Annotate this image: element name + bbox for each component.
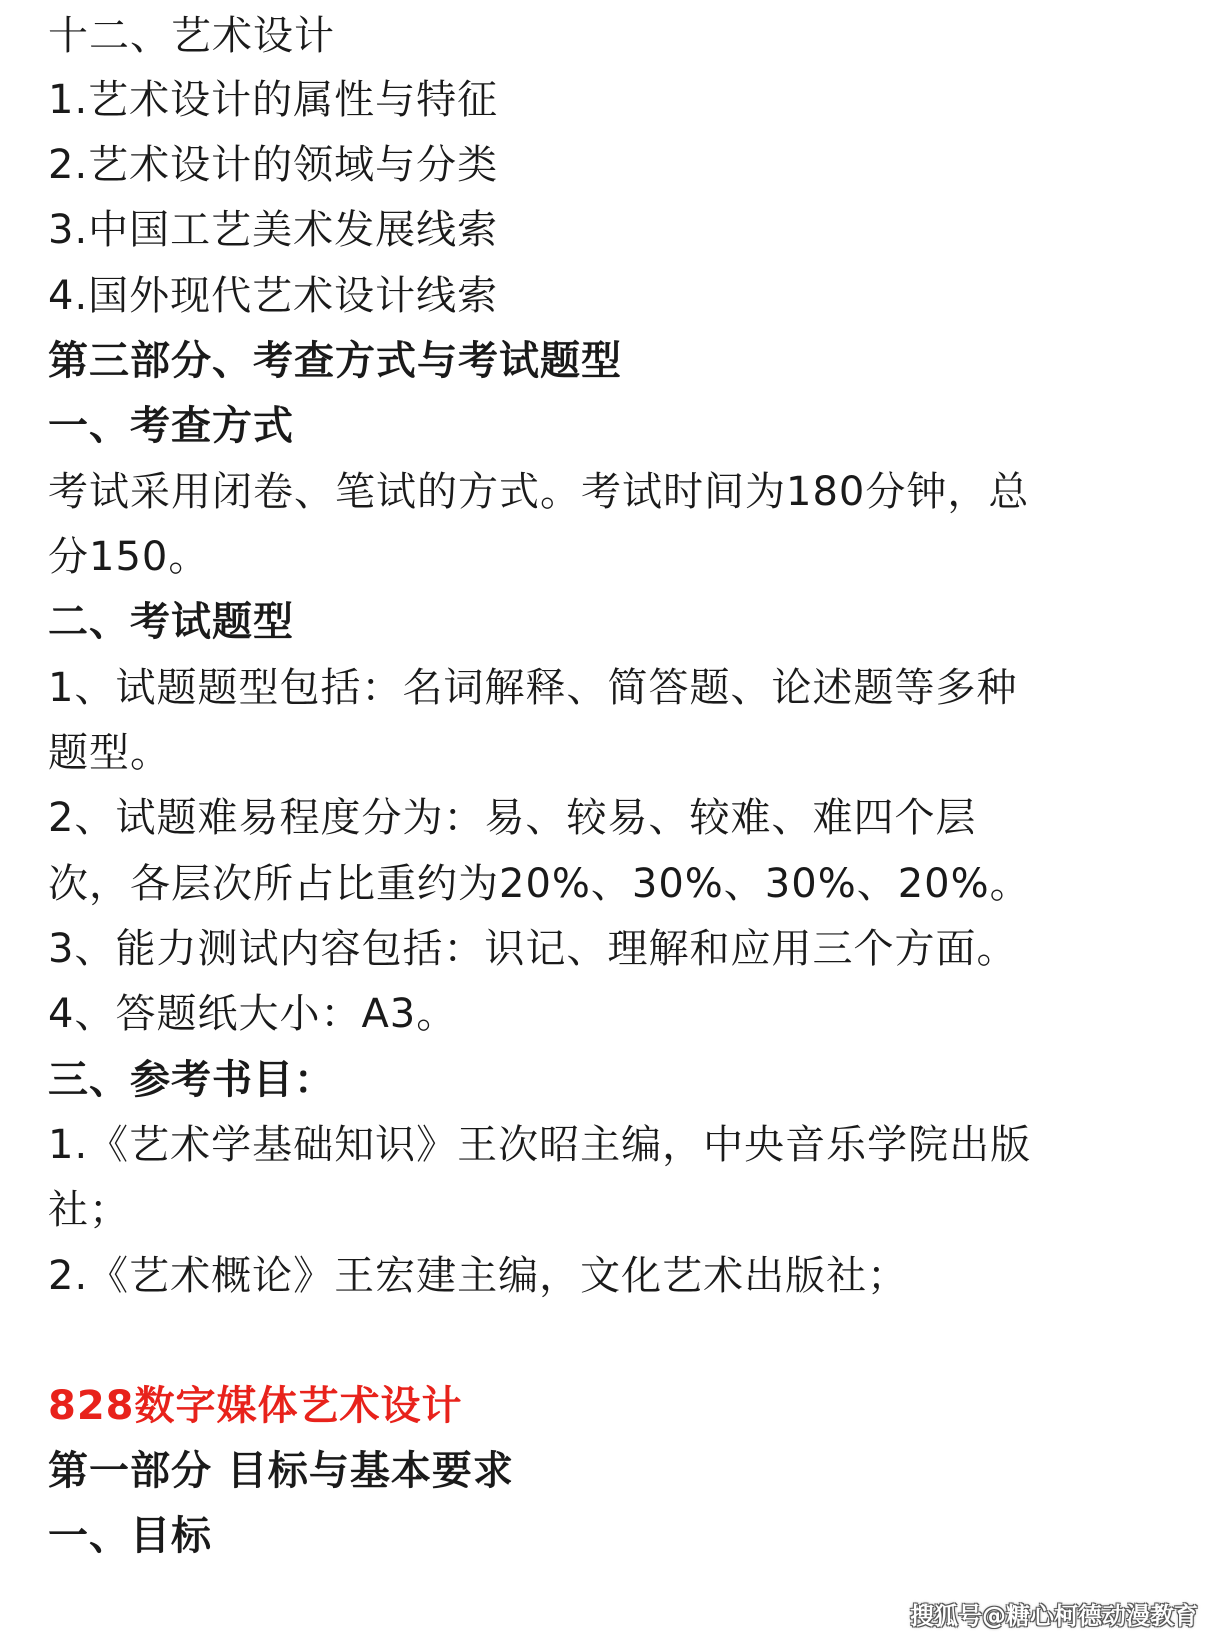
reference-books-heading: 三、参考书目：: [48, 1057, 335, 1103]
paragraph-line: 分150。: [48, 534, 210, 580]
question-types-heading: 二、考试题型: [48, 599, 294, 645]
part-one-heading: 第一部分 目标与基本要求: [48, 1448, 514, 1494]
reference-item: 社；: [48, 1187, 130, 1233]
watermark: 搜狐号@糖心柯德动漫教育: [910, 1602, 1198, 1630]
paragraph-line: 题型。: [48, 730, 171, 776]
paragraph-line: 2、试题难易程度分为：易、较易、较难、难四个层: [48, 795, 977, 841]
reference-item: 2.《艺术概论》王宏建主编，文化艺术出版社；: [48, 1253, 909, 1299]
paragraph-line: 次，各层次所占比重约为20%、30%、30%、20%。: [48, 861, 1031, 907]
list-item: 1.艺术设计的属性与特征: [48, 77, 499, 123]
list-item: 3.中国工艺美术发展线索: [48, 207, 499, 253]
exam-method-heading: 一、考查方式: [48, 403, 294, 449]
paragraph-line: 1、试题题型包括：名词解释、简答题、论述题等多种: [48, 665, 1018, 711]
goal-heading: 一、目标: [48, 1513, 212, 1559]
document-page: [48, 0, 1198, 1641]
reference-item: 1.《艺术学基础知识》王次昭主编，中央音乐学院出版: [48, 1122, 1032, 1168]
list-item: 4.国外现代艺术设计线索: [48, 273, 499, 319]
paragraph-line: 3、能力测试内容包括：识记、理解和应用三个方面。: [48, 926, 1018, 972]
course-828-title: 828数字媒体艺术设计: [48, 1383, 463, 1429]
part-three-heading: 第三部分、考查方式与考试题型: [48, 338, 622, 384]
section-heading-art-design: 十二、艺术设计: [48, 13, 335, 59]
paragraph-line: 考试采用闭卷、笔试的方式。考试时间为180分钟，总: [48, 469, 1030, 515]
list-item: 2.艺术设计的领域与分类: [48, 142, 499, 188]
paragraph-line: 4、答题纸大小：A3。: [48, 991, 458, 1037]
